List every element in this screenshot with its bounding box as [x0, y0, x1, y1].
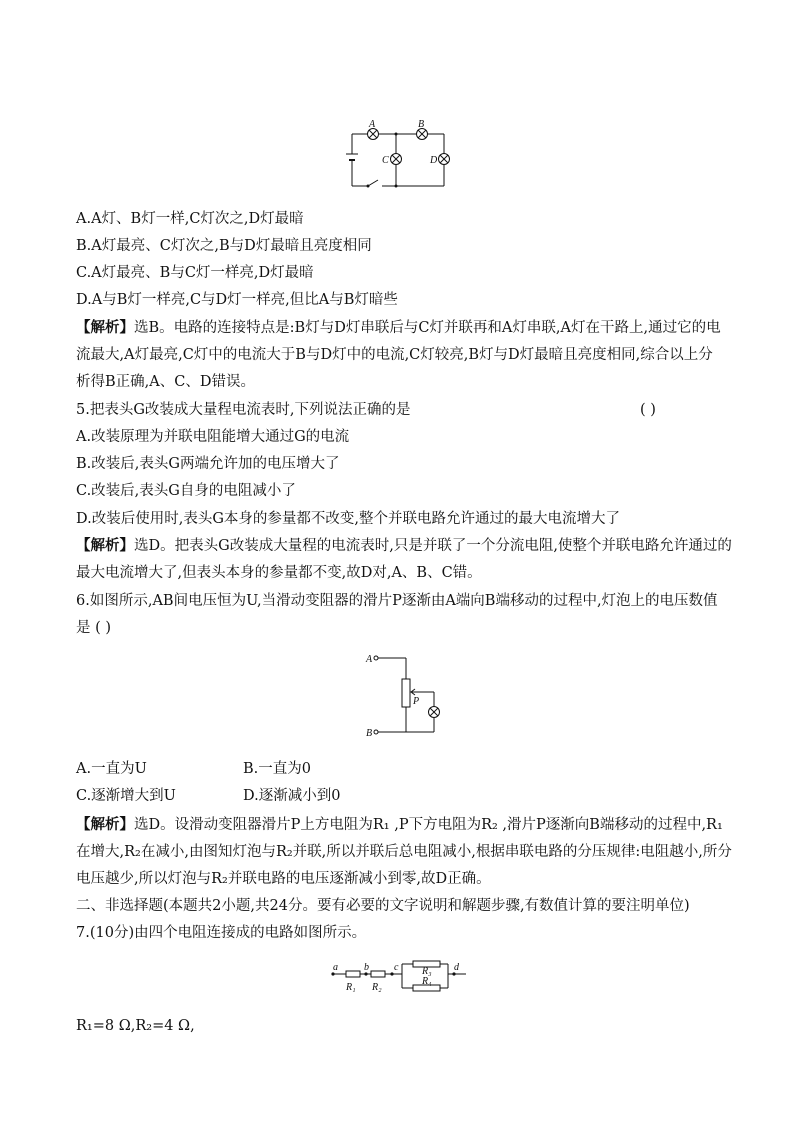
label-b: b: [364, 962, 369, 973]
q6-analysis-line-3: 电压越少,所以灯泡与R₂并联电路的电压逐渐减小到零,故D正确。: [76, 871, 491, 887]
label-c: C: [382, 155, 389, 166]
circuit-figure-1: [344, 116, 454, 192]
label-d: D: [430, 155, 438, 166]
section-heading: 二、非选择题(本题共2小题,共24分。要有必要的文字说明和解题步骤,有数值计算的要注明单位): [76, 898, 690, 914]
label-a: a: [333, 962, 338, 973]
q5-stem: 5.把表头G改装成大量程电流表时,下列说法正确的是: [76, 402, 411, 418]
lamp-c-icon: [391, 154, 402, 165]
q4-option-d: D.A与B灯一样亮,C与D灯一样亮,但比A与B灯暗些: [76, 292, 398, 308]
label-a: A: [369, 119, 376, 130]
label-r3: R₃: [422, 966, 432, 977]
lamp-d-icon: [439, 154, 450, 165]
label-d: d: [454, 962, 459, 973]
switch-symbol: [367, 185, 370, 188]
lamp-icon: [429, 707, 440, 718]
q4-analysis-line-1: 【解析】选B。电路的连接特点是:B灯与D灯串联后与C灯并联再和A灯串联,A灯在干路上,通过它的电: [76, 320, 721, 336]
q5-option-c: C.改装后,表头G自身的电阻减小了: [76, 483, 296, 499]
q5-analysis-line-1: 【解析】选D。把表头G改装成大量程的电流表时,只是并联了一个分流电阻,使整个并联电路允许通过的: [76, 538, 732, 554]
q4-analysis-line-3: 析得B正确,A、C、D错误。: [76, 374, 255, 390]
rheostat-symbol: [402, 679, 410, 707]
q6-option-a: A.一直为U: [76, 761, 147, 777]
analysis-tag: 【解析】: [76, 538, 134, 554]
q6-analysis-line-2: 在增大,R₂在减小,由图知灯泡与R₂并联,所以并联后总电阻减小,根据串联电路的分压规律:电阻越小,所分: [76, 844, 732, 860]
q6-option-d: D.逐渐减小到0: [243, 788, 341, 804]
q6-stem-line-1: 6.如图所示,AB间电压恒为U,当滑动变阻器的滑片P逐渐由A端向B端移动的过程中,灯泡上的电压数值: [76, 593, 718, 609]
q4-analysis-line-2: 流最大,A灯最亮,C灯中的电流大于B与D灯中的电流,C灯较亮,B灯与D灯最暗且亮度相同,综合以上分: [76, 347, 713, 363]
label-a: A: [366, 654, 373, 665]
label-b: B: [366, 728, 373, 739]
lamp-a-icon: [368, 129, 379, 140]
lamp-b-icon: [417, 129, 428, 140]
q5-analysis-line-2: 最大电流增大了,但表头本身的参量都不变,故D对,A、B、C错。: [76, 565, 482, 581]
circuit-figure-2: [364, 648, 448, 740]
resistor-r1: [346, 971, 360, 977]
label-r1: R₁: [346, 982, 356, 993]
label-p: P: [413, 696, 420, 707]
q6-option-c: C.逐渐增大到U: [76, 788, 176, 804]
q6-option-b: B.一直为0: [243, 761, 311, 777]
q4-option-a: A.A灯、B灯一样,C灯次之,D灯最暗: [76, 211, 304, 227]
q6-analysis-line-1: 【解析】选D。设滑动变阻器滑片P上方电阻为R₁ ,P下方电阻为R₂ ,滑片P逐渐向B端移动的过程中,R₁: [76, 817, 723, 833]
circuit-figure-3: [326, 958, 471, 998]
q5-option-b: B.改装后,表头G两端允许加的电压增大了: [76, 456, 340, 472]
q4-option-c: C.A灯最亮、B与C灯一样亮,D灯最暗: [76, 265, 314, 281]
label-c: c: [394, 962, 399, 973]
q6-stem-line-2: 是 ( ): [76, 620, 112, 636]
q5-option-a: A.改装原理为并联电阻能增大通过G的电流: [76, 429, 350, 445]
resistor-r2: [371, 971, 385, 977]
q4-option-b: B.A灯最亮、C灯次之,B与D灯最暗且亮度相同: [76, 238, 372, 254]
terminal-a: [374, 656, 378, 660]
q5-option-d: D.改装后使用时,表头G本身的参量都不改变,整个并联电路允许通过的最大电流增大了: [76, 511, 621, 527]
battery-symbol: [346, 154, 358, 160]
label-r2: R₂: [372, 982, 382, 993]
q5-answer-bracket: ( ): [640, 402, 656, 418]
terminal-b: [374, 730, 378, 734]
q7-given: R₁=8 Ω,R₂=4 Ω,: [76, 1018, 195, 1034]
q7-stem: 7.(10分)由四个电阻连接成的电路如图所示。: [76, 925, 367, 941]
analysis-tag: 【解析】: [76, 320, 134, 336]
label-r4: R₄: [422, 976, 432, 987]
label-b: B: [418, 119, 425, 130]
analysis-tag: 【解析】: [76, 817, 134, 833]
